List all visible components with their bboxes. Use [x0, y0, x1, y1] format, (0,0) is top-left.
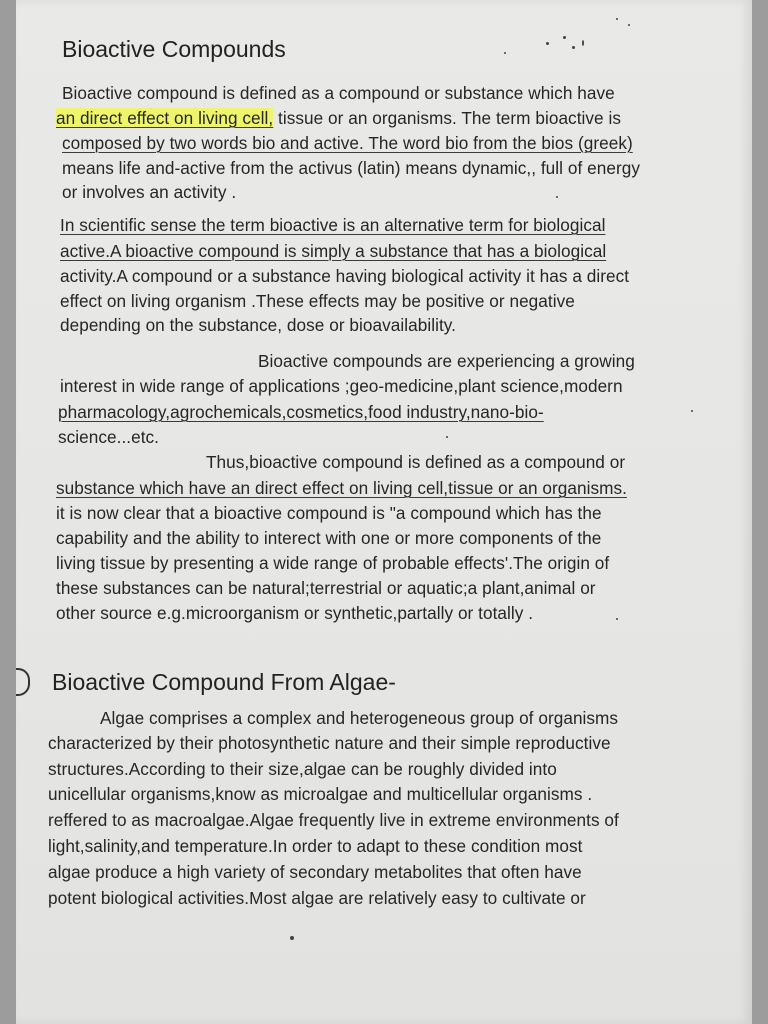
text-line: potent biological activities.Most algae are relatively easy to cultivate or: [48, 888, 586, 908]
text-line: In scientific sense the term bioactive is an alternative term for biological: [60, 215, 606, 235]
section-heading: Bioactive Compounds: [62, 36, 286, 62]
text-line: algae produce a high variety of secondary metabolites that often have: [48, 862, 582, 882]
margin-bracket-mark: [16, 668, 30, 696]
highlighted-text: an direct effect on living cell,: [56, 108, 274, 128]
text-line: other source e.g.microorganism or synthetic,partally or totally .: [56, 603, 534, 623]
text-line: Thus,bioactive compound is defined as a compound or: [206, 452, 626, 472]
text-line: means life and-active from the activus (latin) means dynamic,, full of energy: [62, 158, 640, 178]
ink-speck: [446, 436, 448, 438]
text-line: characterized by their photosynthetic nature and their simple reproductive: [48, 733, 611, 753]
text-line: [56, 107, 621, 129]
text-line: Bioactive compound is defined as a compound or substance which have: [62, 83, 615, 103]
ink-speck: [572, 46, 575, 49]
text-line: substance which have an direct effect on living cell,tissue or an organisms.: [56, 478, 627, 498]
ink-speck: [563, 36, 566, 39]
text-line: interest in wide range of applications ;geo-medicine,plant science,modern: [60, 376, 623, 396]
text-line: science...etc.: [58, 427, 160, 447]
ink-speck: [504, 52, 506, 54]
ink-speck: [290, 936, 294, 940]
ink-speck: [582, 40, 584, 46]
text-line: these substances can be natural;terrestrial or aquatic;a plant,animal or: [56, 578, 596, 598]
text-line: activity.A compound or a substance having biological activity it has a direct: [60, 266, 630, 286]
text-line: capability and the ability to interect with one or more components of the: [56, 528, 602, 548]
text-line: depending on the substance, dose or bioavailability.: [60, 315, 456, 335]
ink-speck: [691, 410, 693, 412]
text-fragment: tissue or an organisms. The term bioactive is: [273, 108, 621, 128]
text-line: light,salinity,and temperature.In order to adapt to these condition most: [48, 836, 583, 856]
text-line: living tissue by presenting a wide range of probable effects'.The origin of: [56, 553, 610, 573]
ink-speck: [556, 196, 558, 198]
text-line: effect on living organism .These effects may be positive or negative: [60, 291, 575, 311]
text-line: unicellular organisms,know as microalgae and multicellular organisms .: [48, 784, 593, 804]
text-line: composed by two words bio and active. The word bio from the bios (greek): [62, 133, 633, 153]
ink-speck: [546, 42, 549, 45]
document-page: [16, 0, 752, 1024]
ink-speck: [616, 18, 618, 20]
text-line: pharmacology,agrochemicals,cosmetics,food industry,nano-bio-: [58, 402, 544, 422]
section-heading: Bioactive Compound From Algae-: [52, 669, 396, 695]
text-line: it is now clear that a bioactive compound is "a compound which has the: [56, 503, 602, 523]
text-line: structures.According to their size,algae can be roughly divided into: [48, 759, 557, 779]
text-line: reffered to as macroalgae.Algae frequently live in extreme environments of: [48, 810, 619, 830]
text-line: or involves an activity .: [62, 182, 237, 202]
text-line: Bioactive compounds are experiencing a growing: [258, 351, 635, 371]
text-line: active.A bioactive compound is simply a substance that has a biological: [60, 241, 607, 261]
ink-speck: [628, 24, 630, 26]
ink-speck: [616, 618, 618, 620]
text-line: Algae comprises a complex and heterogeneous group of organisms: [100, 708, 619, 728]
